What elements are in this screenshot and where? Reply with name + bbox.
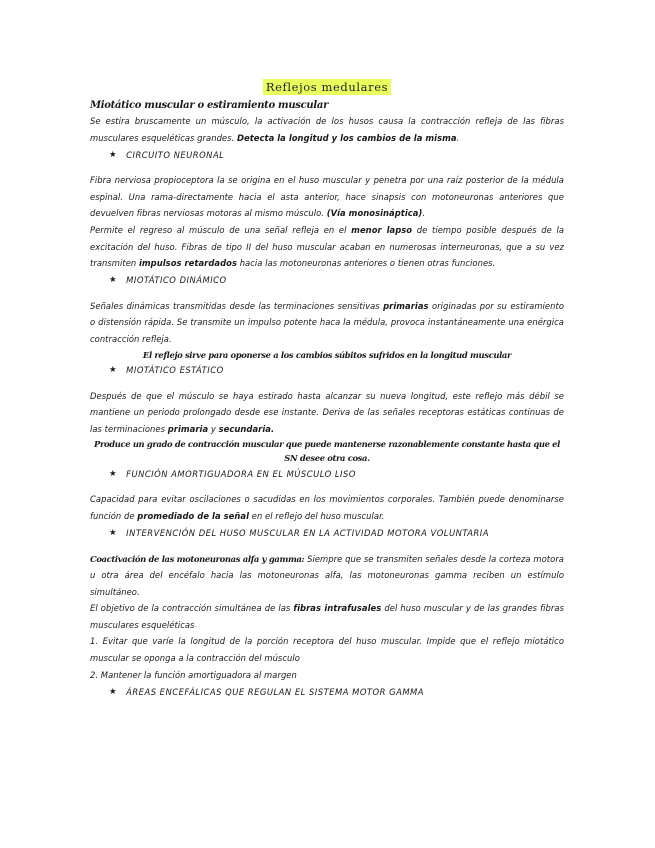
- paragraph-circuit: [90, 172, 564, 222]
- spacer: [90, 289, 564, 298]
- bullet-item: [109, 146, 564, 163]
- bullet-label: ÁREAS ENCEFÁLICAS QUE REGULAN EL SISTEMA MOTOR GAMMA: [126, 686, 424, 697]
- bold-text: promediado de la señal: [137, 510, 250, 521]
- centered-statement: El reflejo sirve para oponerse a los cambios súbitos sufridos en la longitud muscular: [142, 349, 512, 360]
- bold-text: menor lapso: [351, 224, 413, 235]
- text: Se estira bruscamente un músculo, la activación de los husos causa la contracción refleja de las fibras musculares esqueléticas grandes.: [90, 116, 564, 143]
- text: .: [456, 132, 460, 143]
- paragraph-static: [90, 388, 564, 438]
- bold-text: Detecta la longitud y los cambios de la misma: [236, 132, 457, 143]
- bold-text: (Vía monosináptica): [326, 208, 423, 219]
- section-heading: Miotático muscular o estiramiento muscular: [90, 100, 329, 111]
- star-icon: ★: [109, 686, 118, 697]
- text: Después de que el músculo se haya estirado hasta alcanzar su nueva longitud, este reflejo más débil se mantiene un periodo prolongado desde ese instante. Deriva de las señales receptoras estáticas continuas de las terminaciones: [90, 390, 564, 434]
- document-page: [90, 76, 564, 700]
- text: hacia las motoneuronas anteriores o tienen otras funciones.: [236, 258, 496, 269]
- spacer: [90, 379, 564, 388]
- bullet-label: FUNCIÓN AMORTIGUADORA EN EL MÚSCULO LISO: [126, 468, 356, 479]
- paragraph-lapse: [90, 222, 564, 272]
- star-icon: ★: [109, 365, 118, 376]
- text: El objetivo de la contracción simultánea de las: [90, 603, 294, 614]
- paragraph-objective: [90, 600, 564, 633]
- text: Permite el regreso al músculo de una señal refleja en el: [90, 224, 352, 235]
- text: de tiempo posible después de la excitación del huso. Fibras de tipo II del huso muscular acaban en numerosas interneuronas, que a su vez transmiten: [90, 224, 564, 269]
- text: del huso muscular y de las grandes fibras musculares esqueléticas: [90, 603, 564, 630]
- bullet-item: [109, 362, 564, 379]
- star-icon: ★: [109, 275, 118, 286]
- bullet-label: CIRCUITO NEURONAL: [126, 149, 225, 160]
- paragraph-intro: [90, 113, 564, 146]
- spacer: [90, 482, 564, 491]
- lead-text: Coactivación de las motoneuronas alfa y gamma:: [90, 553, 305, 564]
- bold-text: primarias: [383, 300, 429, 311]
- bold-text: primaria: [167, 423, 209, 434]
- bullet-label: MIOTÁTICO ESTÁTICO: [126, 365, 224, 376]
- text: Capacidad para evitar oscilaciones o sacudidas en los movimientos corporales. También puede denominarse función de: [90, 494, 564, 521]
- bold-text: secundaria.: [218, 423, 275, 434]
- spacer: [90, 163, 564, 172]
- paragraph-dynamic: [90, 298, 564, 348]
- star-icon: ★: [109, 149, 118, 160]
- bullet-item: [109, 525, 564, 542]
- text: Siempre que se transmiten señales desde la corteza motora u otra área del encéfalo hacia las motoneuronas alfa, las motoneuronas gamma reciben un estímulo simultáneo.: [90, 553, 564, 597]
- spacer: [90, 542, 564, 551]
- bold-text: fibras intrafusales: [293, 603, 382, 614]
- title-wrap: [90, 76, 564, 98]
- page-title: Reflejos medulares: [263, 79, 391, 95]
- bullet-item: [109, 683, 564, 700]
- bold-text: impulsos retardados: [138, 258, 237, 269]
- bullet-item: [109, 272, 564, 289]
- paragraph-damping: [90, 491, 564, 524]
- paragraph-point-2: 2. Mantener la función amortiguadora al margen: [90, 669, 297, 680]
- bullet-item: [109, 465, 564, 482]
- star-icon: ★: [109, 468, 118, 479]
- text: originadas por su estiramiento o distensión rápida. Se transmite un impulso potente haca la médula, provoca instantáneamente una enérgica contracción refleja.: [90, 300, 564, 344]
- text: Señales dinámicas transmitidas desde las terminaciones sensitivas: [90, 300, 384, 311]
- bullet-label: INTERVENCIÓN DEL HUSO MUSCULAR EN LA ACTIVIDAD MOTORA VOLUNTARIA: [126, 528, 489, 538]
- text: y: [208, 423, 219, 434]
- text: en el reflejo del huso muscular.: [249, 510, 385, 521]
- paragraph-point-1: 1. Evitar que varíe la longitud de la porción receptora del huso muscular. Impide que el reflejo miotático muscular se oponga a la contracción del músculo: [90, 636, 564, 664]
- text: .: [422, 208, 426, 219]
- paragraph-coactivation: [90, 551, 564, 601]
- text: Fibra nerviosa propioceptora la se origina en el huso muscular y penetra por una raíz posterior de la médula espinal. Una rama-directamente hacia el asta anterior, hace sinapsis con motoneuronas anteriores que devuelven fibras nerviosas motoras al mismo músculo.: [90, 175, 564, 219]
- centered-statement: Produce un grado de contracción muscular que puede mantenerse razonablemente constante hasta que el SN desee otra cosa.: [94, 439, 560, 464]
- bullet-label: MIOTÁTICO DINÁMICO: [126, 275, 227, 286]
- star-icon: ★: [109, 528, 118, 538]
